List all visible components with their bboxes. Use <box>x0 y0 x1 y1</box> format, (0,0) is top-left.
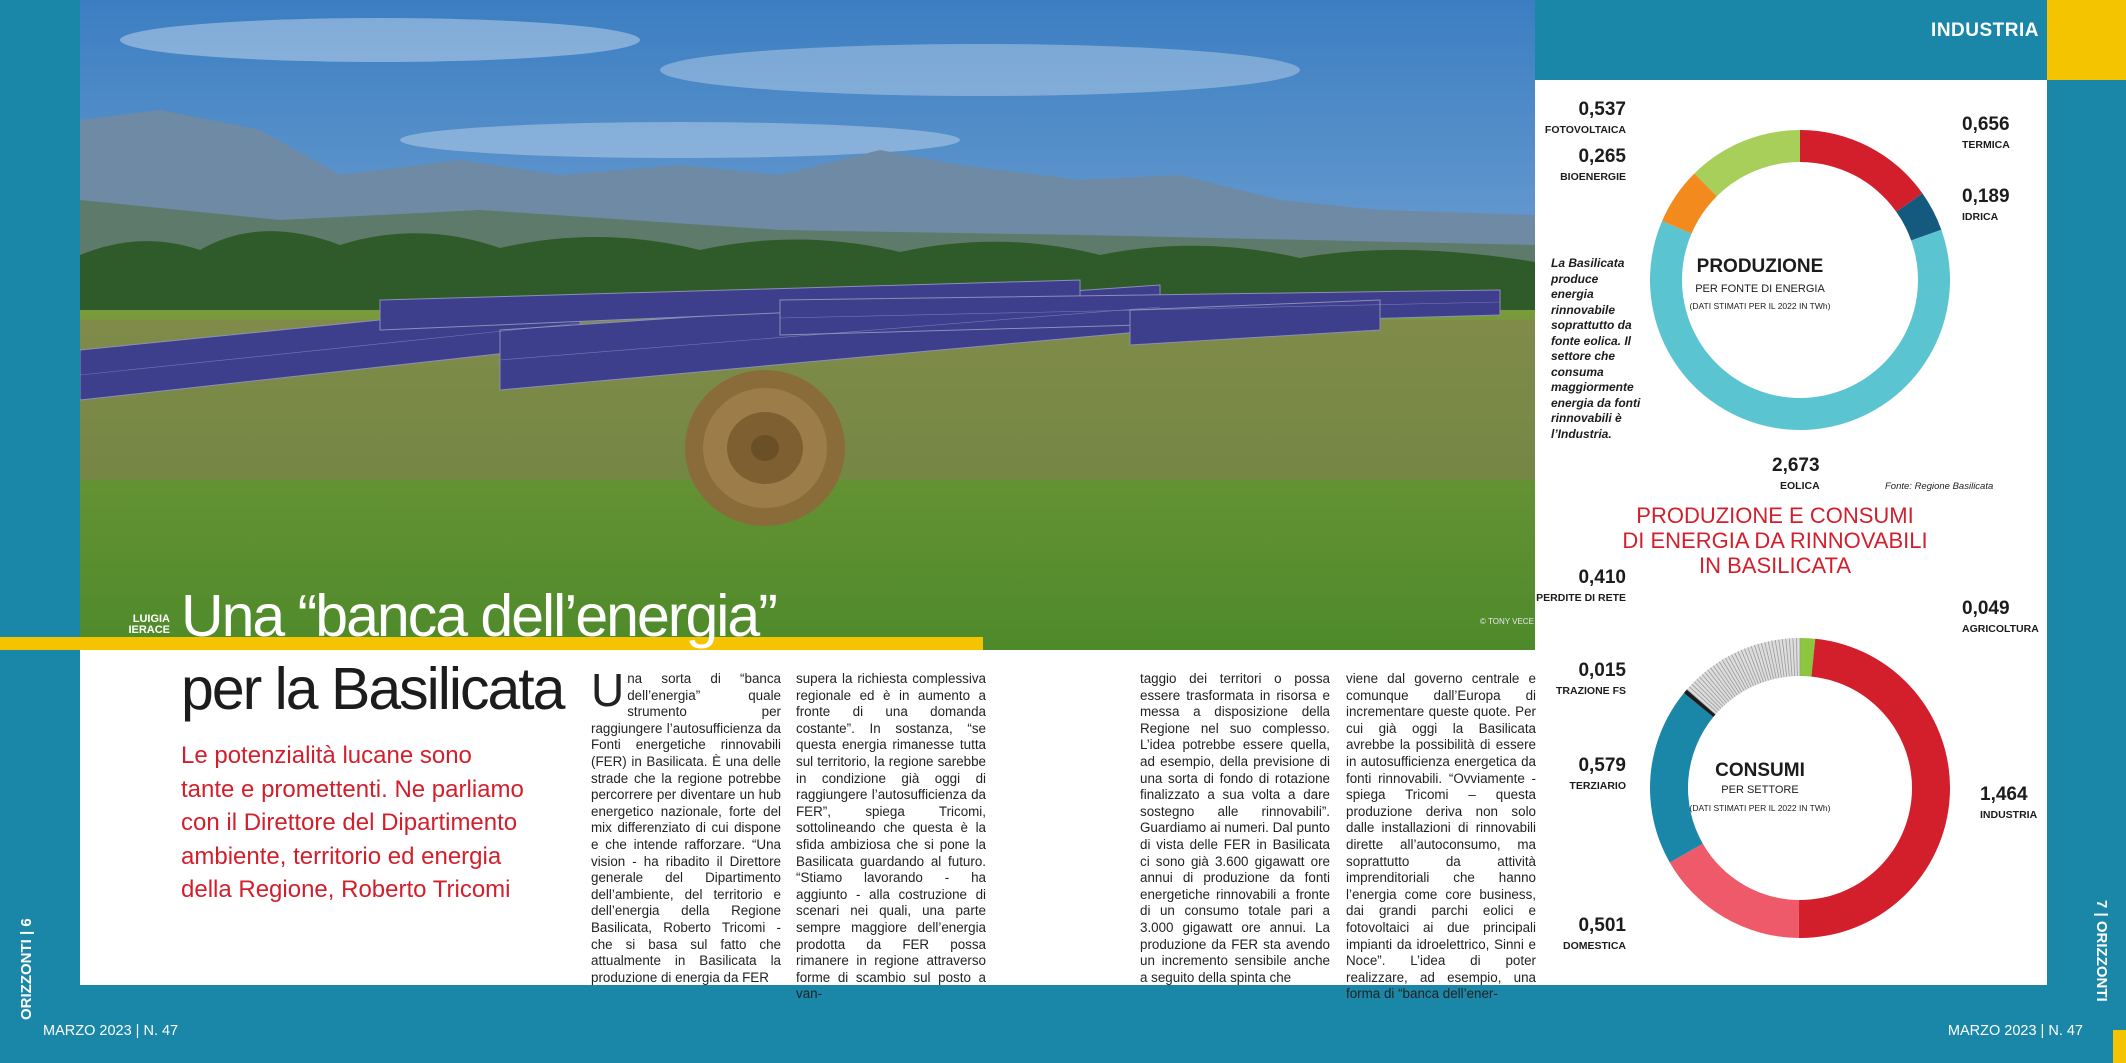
footer-issue-right: MARZO 2023 | N. 47 <box>1947 1023 2083 1039</box>
terziario-value: 0,579 <box>1578 755 1626 776</box>
solar-farm-photo <box>80 0 1535 650</box>
production-chart-subtitle: PER FONTE DI ENERGIA <box>1695 283 1825 295</box>
author-byline <box>124 614 170 636</box>
article-lead: Le potenzialità lucane sono tante e promettenti. Ne parliamo con il Direttore del Dipartimento ambiente, territorio ed energia della Regione, Roberto Tricomi <box>181 742 524 903</box>
production-chart-note: (DATI STIMATI PER IL 2022 IN TWh) <box>1689 301 1831 311</box>
donut-slice-domestica <box>1670 844 1799 938</box>
article-column-1 <box>591 664 781 986</box>
fotovoltaica-value: 0,537 <box>1578 99 1626 120</box>
photo-credit: © TONY VECE <box>1480 617 1534 626</box>
eolica-label: EOLICA <box>1780 480 1820 492</box>
author-first-name: LUIGIA <box>132 613 170 625</box>
article-column-2 <box>796 671 986 1003</box>
chart-main-title <box>1600 503 1950 578</box>
yellow-edge-accent <box>2113 1030 2126 1063</box>
idrica-value: 0,189 <box>1962 186 2010 207</box>
consumption-chart-note: (DATI STIMATI PER IL 2022 IN TWh) <box>1689 803 1831 813</box>
source-note: Fonte: Regione Basilicata <box>1885 481 1994 492</box>
termica-value: 0,656 <box>1962 114 2010 135</box>
page-number-left: ORIZZONTI | 6 <box>18 918 35 1020</box>
production-donut-chart <box>1650 120 1950 440</box>
article-text-3: taggio dei territori o possa essere trasformata in risorsa e messa a disposizione della Regione nel suo complesso. L’idea potrebbe essere quella, ad esempio, della previsione di una sorta di fondo di rotazione finalizzato a sua volta a dare sostegno alle rinnovabili”. Guardiamo ai numeri. Dal punto di vista delle FER in Basilicata ci sono già 3.600 gigawatt ore annui di produzione da fonti energetiche rinnovabili a fronte di un consumo totale pari a 3.000 gigawatt ore annui. La produzione da FER sta avendo un incremento sensibile anche a seguito della spinta che <box>1140 671 1330 985</box>
chart-main-title-line-2: DI ENERGIA DA RINNOVABILI <box>1622 528 1928 553</box>
article-column-3 <box>1140 671 1330 986</box>
chart-main-title-line-3: IN BASILICATA <box>1698 553 1851 578</box>
perdite-value: 0,410 <box>1578 567 1626 588</box>
drop-cap: U <box>591 664 625 716</box>
bioenergie-value: 0,265 <box>1578 146 1626 167</box>
yellow-corner-accent <box>2047 0 2126 80</box>
footer-issue-left: MARZO 2023 | N. 47 <box>43 1023 179 1039</box>
bioenergie-label: BIOENERGIE <box>1560 171 1626 183</box>
production-chart-title: PRODUZIONE <box>1696 256 1824 277</box>
agricoltura-value: 0,049 <box>1962 598 2010 619</box>
article-text-2: supera la richiesta complessiva regionale ed è in aumento a fronte di una domanda costante”. In sostanza, “se questa energia rimanesse tutta sul territorio, la regione sarebbe in condizione già oggi di raggiungere l’autosufficienza da FER”, spiega Tricomi, sottolineando che questa è la sfida ambiziosa che si pone la Basilicata guardando al futuro. “Stiamo lavorando - ha aggiunto - alla costruzione di scenari nei quali, una parte sempre maggiore dell’energia prodotta da FER possa rimanere in regione attraverso forme di scambio sul posto a van- <box>796 671 986 1002</box>
page-number-right: 7 | ORIZZONTI <box>2093 900 2110 1002</box>
donut-slice-eolica <box>1650 221 1950 430</box>
domestica-value: 0,501 <box>1578 915 1626 936</box>
industria-value: 1,464 <box>1980 784 2028 805</box>
article-text-1: na sorta di “banca dell’energia” quale strumento per raggiungere l’autosufficienza da Fonti energetiche rinnovabili (FER) in Basilicata. È una delle strade che la regione potrebbe percorrere per diventare un hub energetico nazionale, forte del mix differenziato di cui dispone e che intende rafforzare. “Una vision - ha ribadito il Direttore generale del Dipartimento dell’ambiente, del territorio e dell’energia della Regione Basilicata, Roberto Tricomi - che si basa sul fatto che attualmente in Basilicata la produzione di energia da FER <box>591 671 781 985</box>
section-label: INDUSTRIA <box>1931 20 2039 41</box>
agricoltura-label: AGRICOLTURA <box>1962 623 2039 635</box>
eolica-value: 2,673 <box>1772 455 1820 476</box>
author-last-name: IERACE <box>128 624 170 636</box>
trazione-label: TRAZIONE FS <box>1556 685 1626 697</box>
trazione-value: 0,015 <box>1578 660 1626 681</box>
termica-label: TERMICA <box>1962 139 2010 151</box>
domestica-label: DOMESTICA <box>1563 940 1626 952</box>
perdite-label: PERDITE DI RETE <box>1536 592 1626 604</box>
donut-slice-termica <box>1800 130 1922 212</box>
article-title-line-2: per la Basilicata <box>181 656 564 722</box>
consumption-chart-title: CONSUMI <box>1715 760 1805 781</box>
article-title-line-1: Una “banca dell’energia” <box>181 583 776 649</box>
fotovoltaica-label: FOTOVOLTAICA <box>1544 124 1626 136</box>
idrica-label: IDRICA <box>1962 211 1999 223</box>
consumption-chart-subtitle: PER SETTORE <box>1721 784 1799 796</box>
article-text-4: viene dal governo centrale e comunque dall’Europa di incrementare queste quote. Per cui già oggi la Basilicata avrebbe la possibilità di essere in autosufficienza energetica da fonti rinnovabili. “Ovviamente - spiega Tricomi – questa produzione deriva non solo dalle installazioni di rinnovabili dirette all’autoconsumo, ma soprattutto da attività imprenditoriali che hanno l’energia come core business, dai grandi parchi eolici e fotovoltaici ai due principali impianti da idroelettrico, Sinni e Noce”. L’idea di poter realizzare, ad esempio, una forma di “banca dell’ener- <box>1346 671 1536 1002</box>
chart-caption: La Basilicata produce energia rinnovabile soprattutto da fonte eolica. Il settore che consuma maggiormente energia da fonti rinnovabili è l’Industria. <box>1551 256 1641 441</box>
donut-slice-fotovoltaica <box>1694 130 1800 196</box>
article-column-4 <box>1346 671 1536 1003</box>
industria-label: INDUSTRIA <box>1980 809 2038 821</box>
chart-main-title-line-1: PRODUZIONE E CONSUMI <box>1636 503 1914 528</box>
terziario-label: TERZIARIO <box>1569 780 1626 792</box>
